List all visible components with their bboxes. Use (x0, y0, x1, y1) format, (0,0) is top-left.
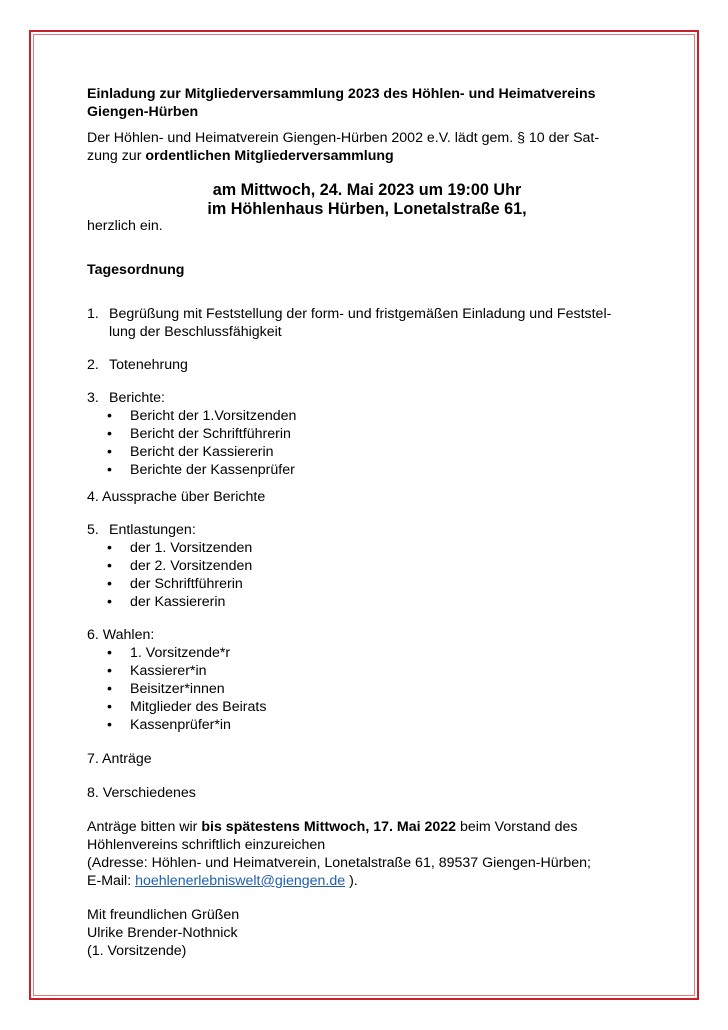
bullet-icon: • (107, 699, 112, 715)
agenda-item-1-text: Begrüßung mit Feststellung der form- und fristgemäßen Einladung und Feststel- (109, 306, 612, 322)
agenda-item-3-number: 3. (87, 390, 99, 406)
intro-line-1: Der Höhlen- und Heimatverein Giengen-Hürben 2002 e.V. lädt gem. § 10 der Sat- (87, 130, 600, 146)
agenda-item-2 (87, 357, 188, 375)
agenda-item-1 (87, 306, 611, 324)
bullet-icon: • (107, 681, 112, 697)
bullet-icon: • (107, 426, 112, 442)
herzlich-text: herzlich ein. (87, 218, 163, 234)
list-item-text: Bericht der Kassiererin (130, 444, 274, 460)
signature-name: Ulrike Brender-Nothnick (87, 925, 238, 941)
bullet-icon: • (107, 717, 112, 733)
agenda-item-5 (87, 522, 196, 540)
agenda-item-5-text: Entlastungen: (109, 522, 196, 538)
bullet-icon: • (107, 462, 112, 478)
agenda-item-4: 4. Aussprache über Berichte (87, 489, 266, 505)
agenda-item-1-continued: lung der Beschlussfähigkeit (109, 324, 282, 340)
agenda-item-3-text: Berichte: (109, 390, 165, 406)
bullet-icon: • (107, 594, 112, 610)
antraege-line-2: Höhlenvereins schriftlich einzureichen (87, 837, 326, 853)
agenda-item-8: 8. Verschiedenes (87, 785, 196, 801)
bullet-icon: • (107, 408, 112, 424)
list-item-text: der 1. Vorsitzenden (130, 540, 253, 556)
agenda-item-1-number: 1. (87, 306, 99, 322)
meeting-location: im Höhlenhaus Hürben, Lonetalstraße 61, (207, 200, 527, 218)
agenda-item-7: 7. Anträge (87, 751, 152, 767)
email-link[interactable]: hoehlenerlebniswelt@giengen.de (135, 873, 346, 889)
email-label: E-Mail: (87, 873, 136, 889)
list-item-text: der Schriftführerin (130, 576, 243, 592)
list-item-text: Kassierer*in (130, 663, 207, 679)
bullet-icon: • (107, 540, 112, 556)
agenda-item-2-number: 2. (87, 357, 99, 373)
list-item-text: Berichte der Kassenprüfer (130, 462, 295, 478)
agenda-item-6: 6. Wahlen: (87, 627, 155, 643)
list-item-text: Beisitzer*innen (130, 681, 225, 697)
agenda-item-5-number: 5. (87, 522, 99, 538)
list-item-text: Kassenprüfer*in (130, 717, 231, 733)
antraege-address: (Adresse: Höhlen- und Heimatverein, Lonetalstraße 61, 89537 Giengen-Hürben; (87, 855, 591, 871)
bullet-icon: • (107, 663, 112, 679)
list-item-text: Bericht der 1.Vorsitzenden (130, 408, 297, 424)
list-item-text: Mitglieder des Beirats (130, 699, 267, 715)
intro-line-2-text: zung zur (87, 148, 146, 164)
list-item-text: 1. Vorsitzende*r (130, 645, 231, 661)
list-item-text: der 2. Vorsitzenden (130, 558, 253, 574)
closing-greeting: Mit freundlichen Grüßen (87, 907, 240, 923)
bullet-icon: • (107, 444, 112, 460)
agenda-item-2-text: Totenehrung (109, 357, 188, 373)
email-line-end: ). (345, 873, 358, 889)
antraege-text-a: Anträge bitten wir (87, 819, 202, 835)
meeting-date: am Mittwoch, 24. Mai 2023 um 19:00 Uhr (212, 181, 522, 199)
list-item-text: Bericht der Schriftführerin (130, 426, 291, 442)
list-item-text: der Kassiererin (130, 594, 226, 610)
antraege-deadline: bis spätestens Mittwoch, 17. Mai 2022 (201, 819, 457, 835)
signature-role: (1. Vorsitzende) (87, 943, 187, 959)
bullet-icon: • (107, 558, 112, 574)
intro-line-2-bold: ordentlichen Mitgliederversammlung (145, 148, 394, 164)
antraege-line-1 (87, 819, 578, 837)
antraege-email-line (87, 873, 358, 891)
agenda-heading: Tagesordnung (87, 262, 185, 278)
agenda-item-3 (87, 390, 165, 408)
bullet-icon: • (107, 576, 112, 592)
bullet-icon: • (107, 645, 112, 661)
antraege-text-b: beim Vorstand des (456, 819, 578, 835)
intro-line-2 (87, 148, 394, 166)
title-line-1: Einladung zur Mitgliederversammlung 2023 des Höhlen- und Heimatvereins (87, 86, 596, 102)
title-line-2: Giengen-Hürben (87, 104, 199, 120)
